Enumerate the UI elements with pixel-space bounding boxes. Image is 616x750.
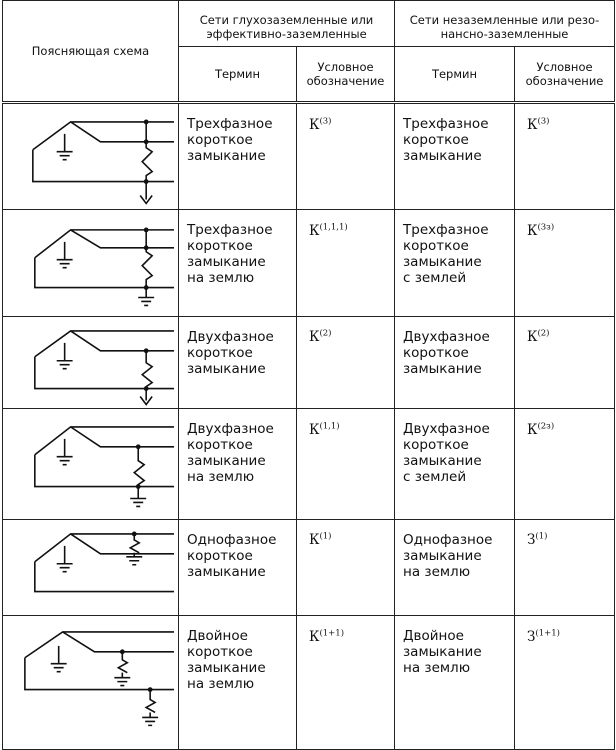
header-group-grounded: Сети глухозаземленные или эффективно-заземленные (179, 1, 395, 47)
symbol-grounded: $К^{(3)}$ (309, 116, 332, 133)
term-grounded: Трехфазное короткое замыкание на землю (187, 222, 273, 287)
term-ungrounded: Двойное замыкание на землю (403, 628, 482, 677)
symbol-ungrounded: $К^{(2з)}$ (527, 421, 555, 438)
table-row (3, 103, 615, 210)
term-ungrounded: Трехфазное короткое замыкание с землей (403, 222, 489, 287)
symbol-ungrounded: $К^{(3)}$ (527, 116, 550, 133)
header-term-1: Термин (179, 47, 297, 103)
term-grounded: Двойное короткое замыкание на землю (187, 628, 266, 693)
table-row (3, 409, 615, 519)
symbol-grounded: $К^{(2)}$ (309, 328, 332, 346)
table-row (3, 616, 615, 750)
term-ungrounded: Трехфазное короткое замыкание (403, 116, 489, 164)
schema-diagram-three-phase (3, 103, 179, 210)
symbol-grounded: К$^{(1,1,1)}$ (309, 222, 348, 239)
symbol-grounded: $К^{(1+1)}$ (309, 628, 345, 645)
circuit-diagram (3, 409, 178, 518)
symbol-ungrounded: $К^{(3з)}$ (527, 222, 555, 239)
symbol-ungrounded: $З^{(1)}$ (527, 531, 548, 549)
circuit-diagram (3, 520, 178, 615)
term-grounded: Двухфазное короткое замыкание на землю (187, 421, 274, 486)
symbol-grounded: $К^{(1)}$ (309, 531, 332, 549)
term-ungrounded: Двухфазное короткое замыкание с землей (403, 421, 490, 486)
header-symbol-1: Условное обозначение (297, 47, 395, 103)
schema-diagram-single-phase (3, 519, 179, 615)
circuit-diagram (3, 616, 178, 749)
fault-types-table (2, 0, 615, 750)
term-ungrounded: Двухфазное короткое замыкание (403, 328, 490, 377)
circuit-diagram (3, 210, 178, 315)
table-row (3, 210, 615, 316)
header-term-2: Термин (395, 47, 515, 103)
circuit-diagram (3, 317, 178, 408)
schema-diagram-double-ground (3, 616, 179, 750)
term-grounded: Двухфазное короткое замыкание (187, 328, 274, 377)
table-row (3, 519, 615, 615)
term-grounded: Однофазное короткое замыкание (187, 531, 277, 580)
symbol-ungrounded: $К^{(2)}$ (527, 328, 550, 346)
table-row (3, 316, 615, 408)
term-ungrounded: Однофазное замыкание на землю (403, 531, 493, 580)
schema-diagram-three-phase-ground (3, 210, 179, 316)
schema-diagram-two-phase (3, 316, 179, 408)
symbol-ungrounded: $З^{(1+1)}$ (527, 628, 560, 645)
circuit-diagram (3, 104, 178, 209)
term-grounded: Трехфазное короткое замыкание (187, 116, 273, 164)
schema-diagram-two-phase-ground (3, 409, 179, 519)
header-symbol-2: Условное обозначение (515, 47, 615, 103)
symbol-grounded: К$^{(1,1)}$ (309, 421, 340, 438)
header-group-ungrounded: Сети незаземленные или резо-нансно-заземленные (395, 1, 615, 47)
header-schema: Поясняющая схема (3, 1, 179, 103)
